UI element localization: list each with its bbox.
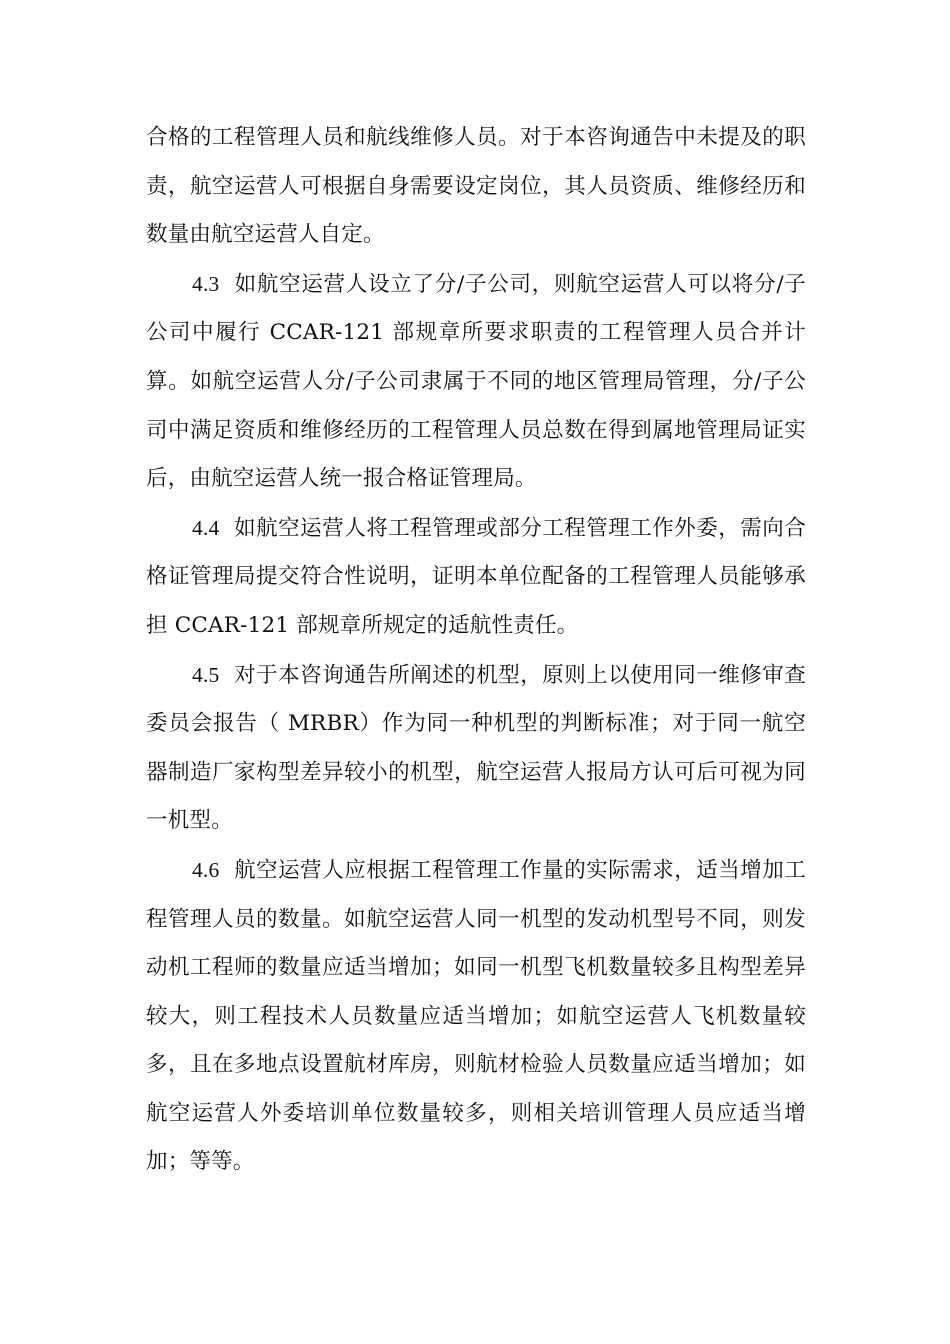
section-number: 4.5 [192, 662, 220, 687]
paragraph-text: 对于本咨询通告所阐述的机型，原则上以使用同一维修审查委员会报告（ MRBR）作为同一种机型的判断标准；对于同一航空器制造厂家构型差异较小的机型，航空运营人报局方认可后可视为同一机型。 [146, 662, 806, 834]
paragraph-text: 航空运营人应根据工程管理工作量的实际需求，适当增加工程管理人员的数量。如航空运营人同一机型的发动机型号不同，则发动机工程师的数量应适当增加；如同一机型飞机数量较多且构型差异较大，则工程技术人员数量应适当增加；如航空运营人飞机数量较多，且在多地点设置航材库房，则航材检验人员数量应适当增加；如航空运营人外委培训单位数量较多，则相关培训管理人员应适当增加；等等。 [146, 857, 806, 1175]
section-number: 4.6 [192, 857, 220, 882]
paragraph-4-4 [146, 504, 806, 651]
paragraph-text: 合格的工程管理人员和航线维修人员。对于本咨询通告中未提及的职责，航空运营人可根据自身需要设定岗位，其人员资质、维修经历和数量由航空运营人自定。 [146, 125, 806, 248]
paragraph-4-5 [146, 651, 806, 846]
section-number: 4.4 [192, 515, 220, 540]
section-number: 4.3 [192, 271, 220, 296]
paragraph-text: 如航空运营人将工程管理或部分工程管理工作外委，需向合格证管理局提交符合性说明，证明本单位配备的工程管理人员能够承担 CCAR-121 部规章所规定的适航性责任。 [146, 515, 806, 638]
paragraph-4-6 [146, 846, 806, 1187]
paragraph-text: 如航空运营人设立了分/子公司，则航空运营人可以将分/子公司中履行 CCAR-121 部规章所要求职责的工程管理人员合并计算。如航空运营人分/子公司隶属于不同的地区管理局管理，分/子公司中满足资质和维修经历的工程管理人员总数在得到属地管理局证实后，由航空运营人统一报合格证管理局。 [146, 271, 807, 492]
paragraph-4-3 [146, 260, 806, 504]
paragraph-continuation [146, 114, 806, 260]
document-body [146, 114, 806, 1187]
